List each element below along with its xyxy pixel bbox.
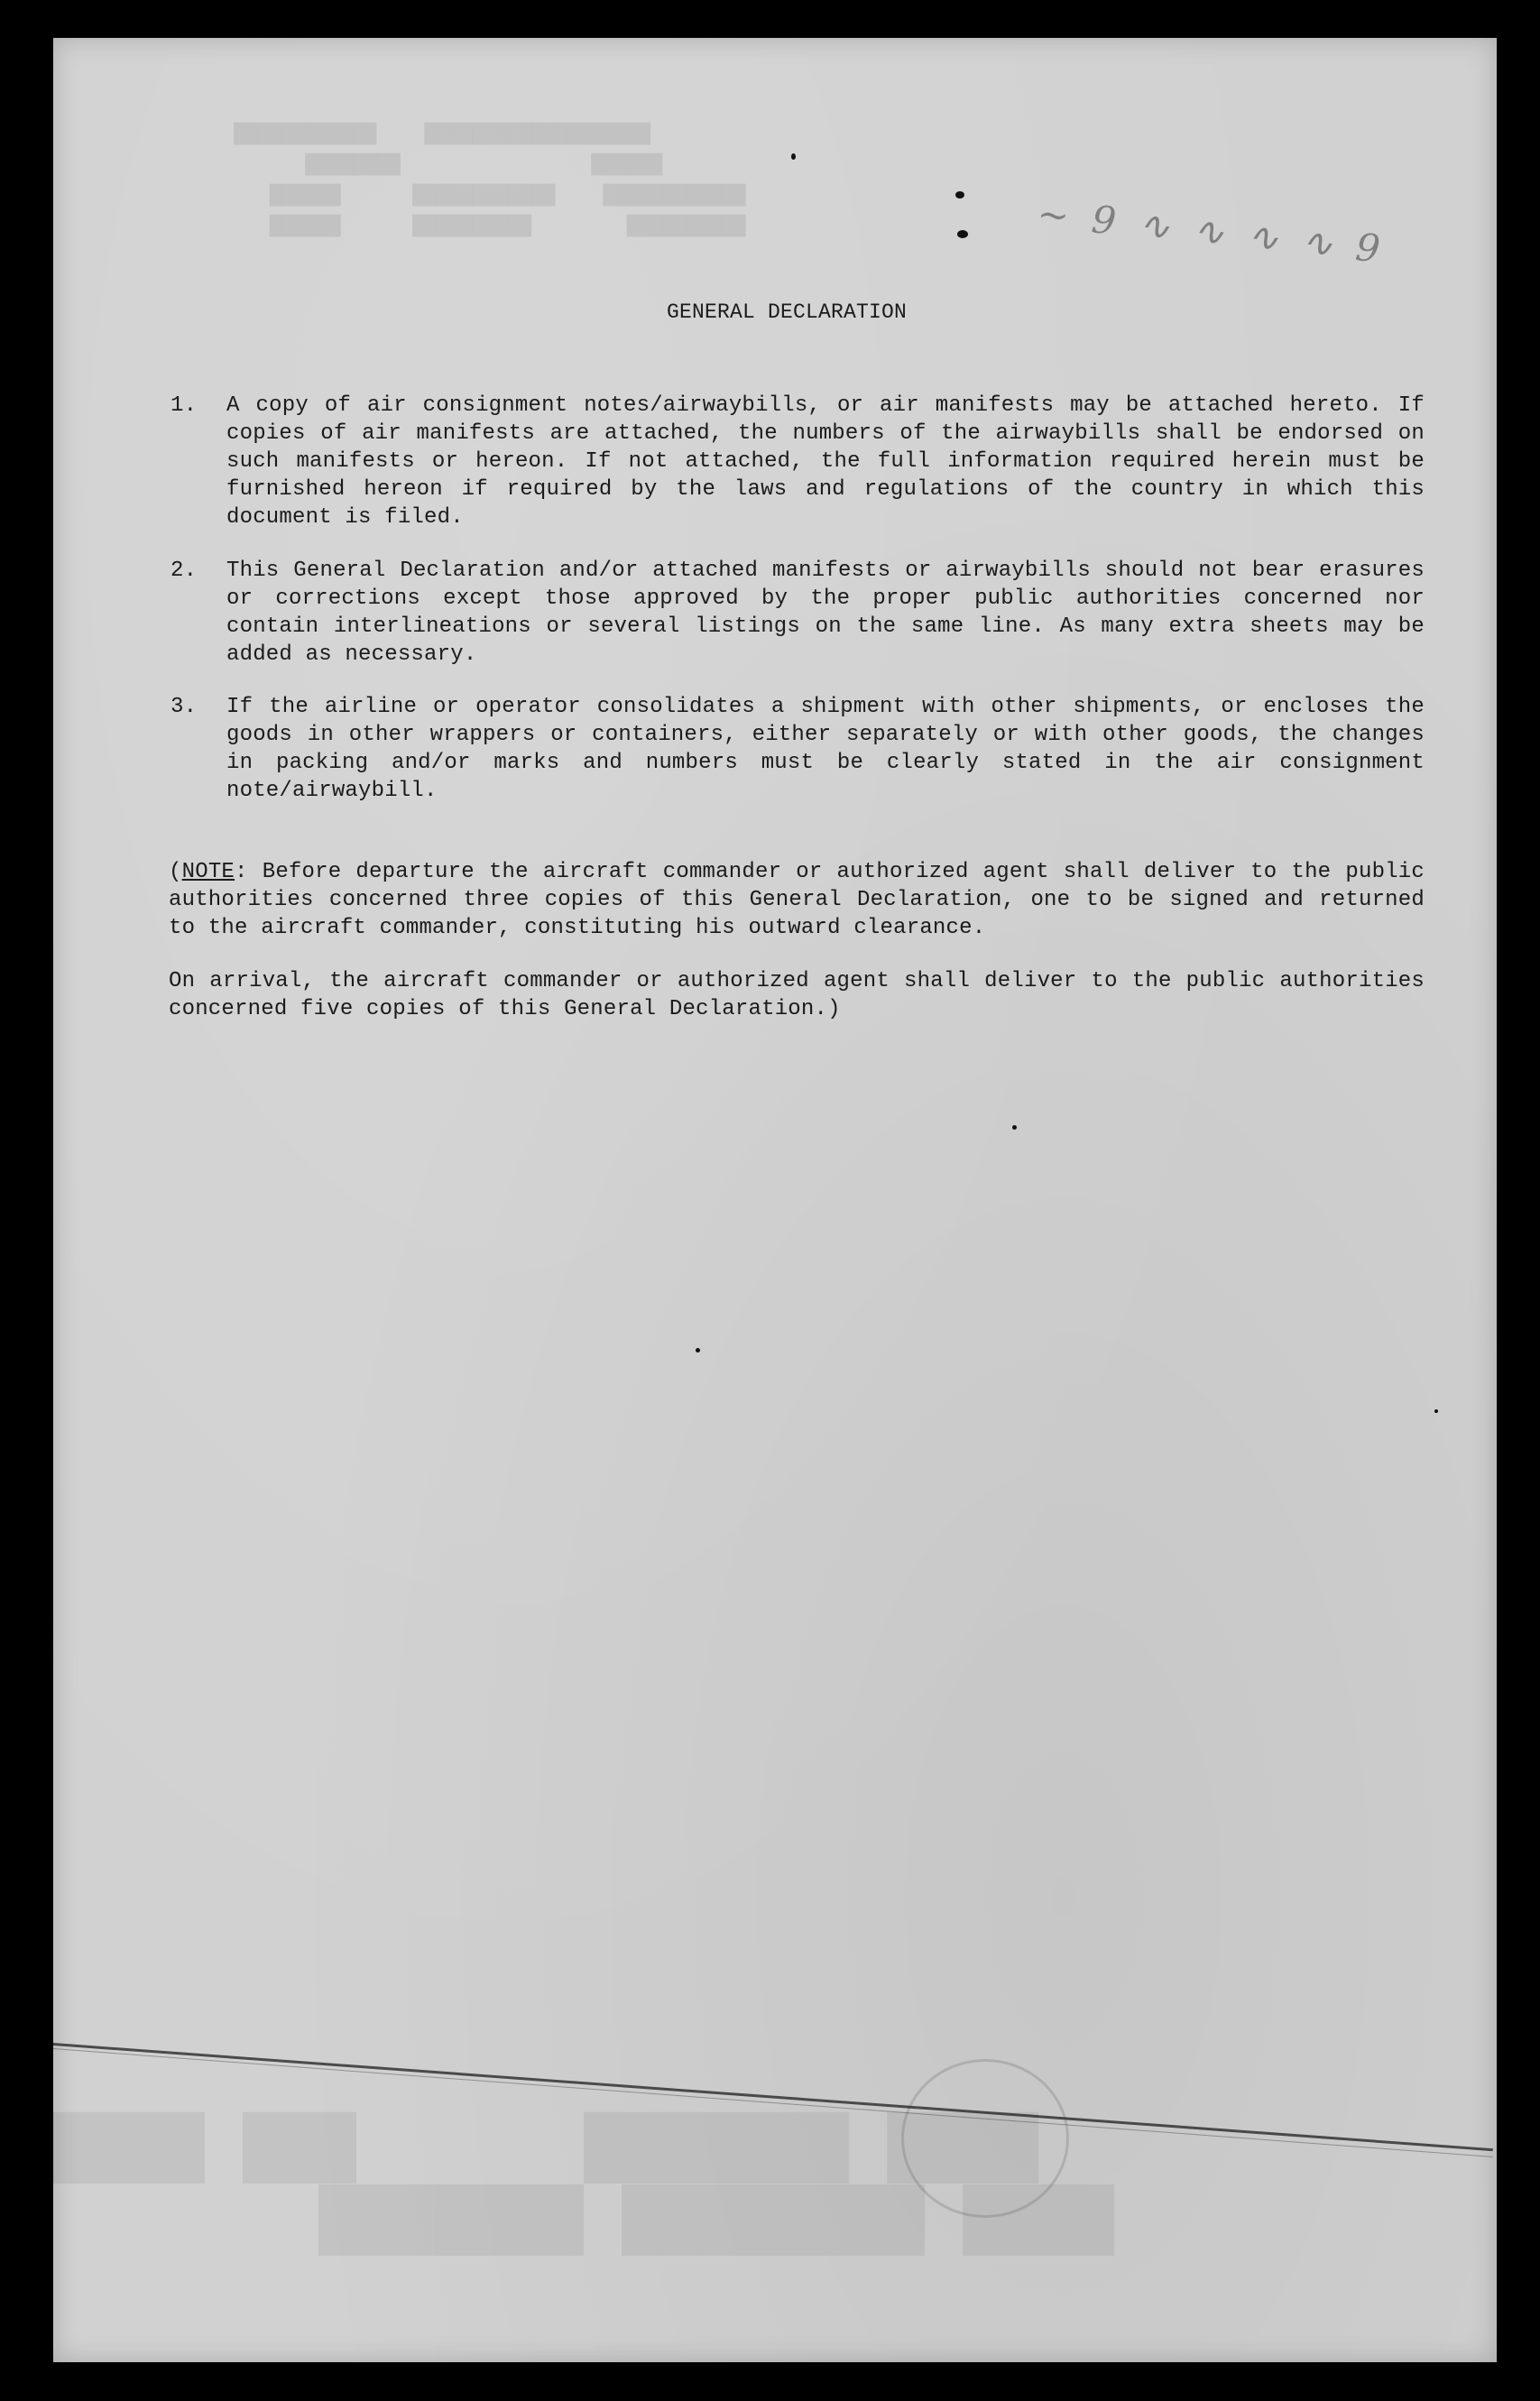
- ink-mark: [1012, 1125, 1017, 1130]
- ink-mark: [957, 230, 968, 238]
- reverse-bleed-top: ████████████ ███████████████████ ████████ ██████ ██████ ████████████ ████████████ ██████ ██████████ ██████████: [234, 123, 746, 237]
- document-title: GENERAL DECLARATION: [666, 300, 908, 324]
- item-text: If the airline or operator consolidates a shipment with other shipments, or encloses the goods in other wrappers or containers, either separately or with other goods, the changes in packing and/or marks and numbers must be clearly stated in the air consignment note/airwaybill.: [226, 695, 1425, 803]
- item-number: 1.: [171, 393, 198, 418]
- note-paragraph: [169, 858, 1425, 942]
- ink-mark: [696, 1348, 700, 1353]
- arrival-paragraph: On arrival, the aircraft commander or authorized agent shall deliver to the public authorities concerned five copies of this General Declaration.): [169, 969, 1425, 1021]
- item-number: 2.: [171, 559, 198, 583]
- note-colon: :: [235, 860, 248, 884]
- item-text: A copy of air consignment notes/airwaybills, or air manifests may be attached hereto. If copies of air manifests are attached, the numbers of the airwaybills shall be endorsed on such manifests or hereon. If not attached, the full information required herein must be furnished hereon if required by the laws and regulations of the country in which this document is filed.: [226, 393, 1425, 530]
- item-text: This General Declaration and/or attached manifests or airwaybills should not bear erasures or corrections except those approved by the proper public authorities concerned nor contain interlineations or several listings on the same line. As many extra sheets may be added as necessary.: [226, 559, 1425, 667]
- document-page: [53, 38, 1497, 2362]
- paper-crease: [53, 2043, 1493, 2151]
- ink-mark: [955, 191, 964, 199]
- paper-crease: [53, 2048, 1493, 2157]
- faint-stamp: [901, 2059, 1069, 2218]
- reverse-bleed-bottom: ████ ███ ███████ ████ ███████ ████████ ████: [53, 2113, 1115, 2257]
- note-open-paren: (: [169, 860, 182, 884]
- item-number: 3.: [171, 695, 198, 719]
- note-label: NOTE: [181, 860, 235, 884]
- ink-mark: [1434, 1409, 1438, 1413]
- note-text: Before departure the aircraft commander or authorized agent shall deliver to the public authorities concerned three copies of this General Declaration, one to be signed and returned to the aircraft commander, constituting his outward clearance.: [169, 860, 1425, 940]
- ink-mark: [791, 153, 796, 160]
- pencil-annotation: ~ 9 ∿ ∿ ∿ ∿ 9: [1035, 190, 1388, 272]
